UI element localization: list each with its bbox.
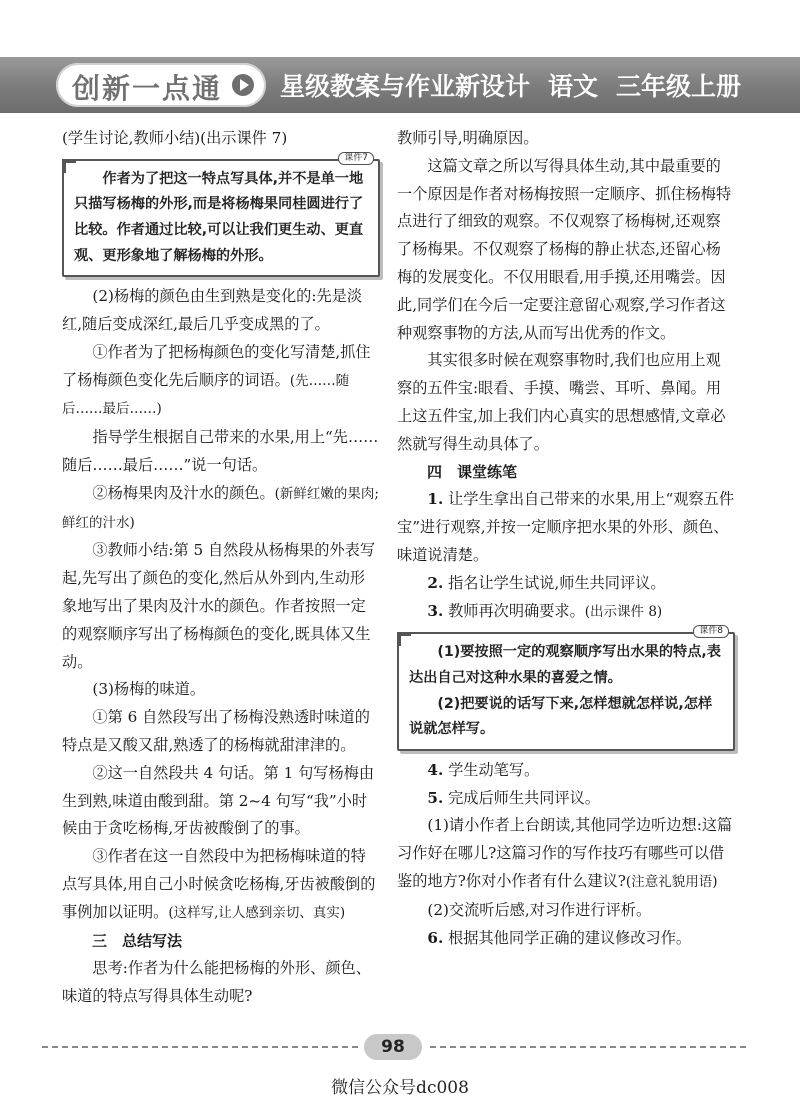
exercise-1 xyxy=(397,486,735,569)
exercise-3-number: 3. xyxy=(427,601,444,620)
exercise-3 xyxy=(397,598,735,627)
left-para-2: (2)杨梅的颜色由生到熟是变化的:先是淡红,随后变成深红,最后几乎变成黑的了。 xyxy=(62,287,363,333)
brand-name: 创新一点通 xyxy=(72,72,223,105)
right-para-1: 教师引导,明确原因。 xyxy=(397,129,539,147)
exercise-2 xyxy=(397,570,735,598)
book-subject: 语文 xyxy=(548,72,599,101)
exercise-5-sub-1-note: (注意礼貌用语) xyxy=(625,873,718,890)
exercise-4 xyxy=(397,757,735,785)
courseware-tag-7: 课件7 xyxy=(338,152,374,165)
exercise-4-text: 学生动笔写。 xyxy=(443,760,540,779)
exercise-3-text: 教师再次明确要求。 xyxy=(443,601,585,620)
right-para-3: 其实很多时候在观察事物时,我们也应用上观察的五件宝:眼看、手摸、嘴尝、耳听、鼻闻。用上这五件宝,加上我们内心真实的思想感情,文章必然就写得生动具体了。 xyxy=(397,351,726,453)
left-para-11: 思考:作者为什么能把杨梅的外形、颜色、味道的特点写得具体生动呢? xyxy=(62,959,371,1006)
exercise-3-note: (出示课件 8) xyxy=(584,603,663,620)
watermark-text: 微信公众号dc008 xyxy=(331,1078,469,1098)
left-para-5 xyxy=(62,480,380,538)
courseware-box-8 xyxy=(397,626,735,750)
left-para-3-note: (先……随后……最后……) xyxy=(62,372,350,418)
left-para-5-note: (新鲜红嫩的果肉;鲜红的汁水) xyxy=(62,485,379,531)
book-title xyxy=(280,67,759,103)
play-icon xyxy=(232,74,254,96)
courseware-box-7 xyxy=(62,152,380,277)
left-para-10-note: (这样写,让人感到亲切、真实) xyxy=(168,904,346,921)
right-column xyxy=(397,125,735,952)
footer-divider-right xyxy=(430,1046,746,1048)
book-series: 星级教案与作业新设计 xyxy=(280,72,531,101)
left-para-8: ①第 6 自然段写出了杨梅没熟透时味道的特点是又酸又甜,熟透了的杨梅就甜津津的。 xyxy=(62,708,370,754)
exercise-5-number: 5. xyxy=(427,788,444,807)
exercise-1-text: 让学生拿出自己带来的水果,用上“观察五件宝”进行观察,并按一定顺序把水果的外形、颜色、味道说清楚。 xyxy=(397,490,735,564)
left-para-5-text: ②杨梅果肉及汁水的颜色。 xyxy=(92,483,275,502)
section-3-heading: 三 总结写法 xyxy=(92,931,183,950)
left-para-10 xyxy=(62,843,380,927)
left-para-10-text: ③作者在这一自然段中为把杨梅味道的特点写具体,用自己小时候贪吃杨梅,牙齿被酸倒的事例加以证明。 xyxy=(62,847,376,921)
right-para-2: 这篇文章之所以写得具体生动,其中最重要的一个原因是作者对杨梅按照一定顺序、抓住杨梅特点进行了细致的观察。不仅观察了杨梅树,还观察了杨梅果。不仅观察了杨梅的静止状态,还留心杨梅的发展变化。不仅用眼看,用手摸,还用嘴尝。因此,同学们在今后一定要注意留心观察,学习作者这种观察事物的方法,从而写出优秀的作文。 xyxy=(397,156,732,342)
exercise-5-sub-1-text: (1)请小作者上台朗读,其他同学边听边想:这篇习作好在哪儿?这篇习作的写作技巧有哪些可以借鉴的地方?你对小作者有什么建议? xyxy=(397,816,733,890)
left-para-3 xyxy=(62,339,380,424)
section-4-heading: 四 课堂练笔 xyxy=(427,462,518,481)
exercise-5-sub-1 xyxy=(397,812,735,896)
exercise-1-number: 1. xyxy=(427,490,444,509)
exercise-6-number: 6. xyxy=(427,928,444,947)
courseware-8-item-2: (2)把要说的话写下来,怎样想就怎样说,怎样说就怎样写。 xyxy=(409,695,713,738)
footer-divider-left xyxy=(42,1046,358,1048)
exercise-2-number: 2. xyxy=(427,573,444,592)
exercise-2-text: 指名让学生试说,师生共同评议。 xyxy=(443,573,666,592)
book-grade: 三年级上册 xyxy=(616,72,742,101)
courseware-text-7: 作者为了把这一特点写具体,并不是单一地只描写杨梅的外形,而是将杨梅果同桂圆进行了比较。作者通过比较,可以让我们更生动、更直观、更形象地了解杨梅的外形。 xyxy=(74,170,364,264)
exercise-5 xyxy=(397,785,735,813)
courseware-tag-8: 课件8 xyxy=(693,625,729,638)
exercise-4-number: 4. xyxy=(427,760,444,779)
left-line-1: (学生讨论,教师小结)(出示课件 7) xyxy=(62,129,288,147)
exercise-5-text: 完成后师生共同评议。 xyxy=(443,788,600,807)
page-header xyxy=(0,57,800,113)
left-para-4: 指导学生根据自己带来的水果,用上“先……随后……最后……”说一句话。 xyxy=(62,428,379,474)
left-para-6: ③教师小结:第 5 自然段从杨梅果的外表写起,先写出了颜色的变化,然后从外到内,生动形象地写出了果肉及汁水的颜色。作者按照一定的观察顺序写出了杨梅颜色的变化,既具体又生动。 xyxy=(62,541,376,671)
page-number: 98 xyxy=(364,1034,422,1060)
exercise-5-sub-2: (2)交流听后感,对习作进行评析。 xyxy=(427,900,652,919)
exercise-6 xyxy=(397,925,735,953)
left-para-7: (3)杨梅的味道。 xyxy=(92,680,206,699)
exercise-6-text: 根据其他同学正确的建议修改习作。 xyxy=(443,928,692,947)
left-para-9: ②这一自然段共 4 句话。第 1 句写杨梅由生到熟,味道由酸到甜。第 2~4 句写“我”小时候由于贪吃杨梅,牙齿被酸倒了的事。 xyxy=(62,763,375,838)
left-para-3-text: ①作者为了把杨梅颜色的变化写清楚,抓住了杨梅颜色变化先后顺序的词语。 xyxy=(62,342,371,389)
left-column xyxy=(62,125,380,1011)
brand-badge xyxy=(56,63,266,107)
courseware-8-item-1: (1)要按照一定的观察顺序写出水果的特点,表达出自己对这种水果的喜爱之情。 xyxy=(409,644,721,686)
